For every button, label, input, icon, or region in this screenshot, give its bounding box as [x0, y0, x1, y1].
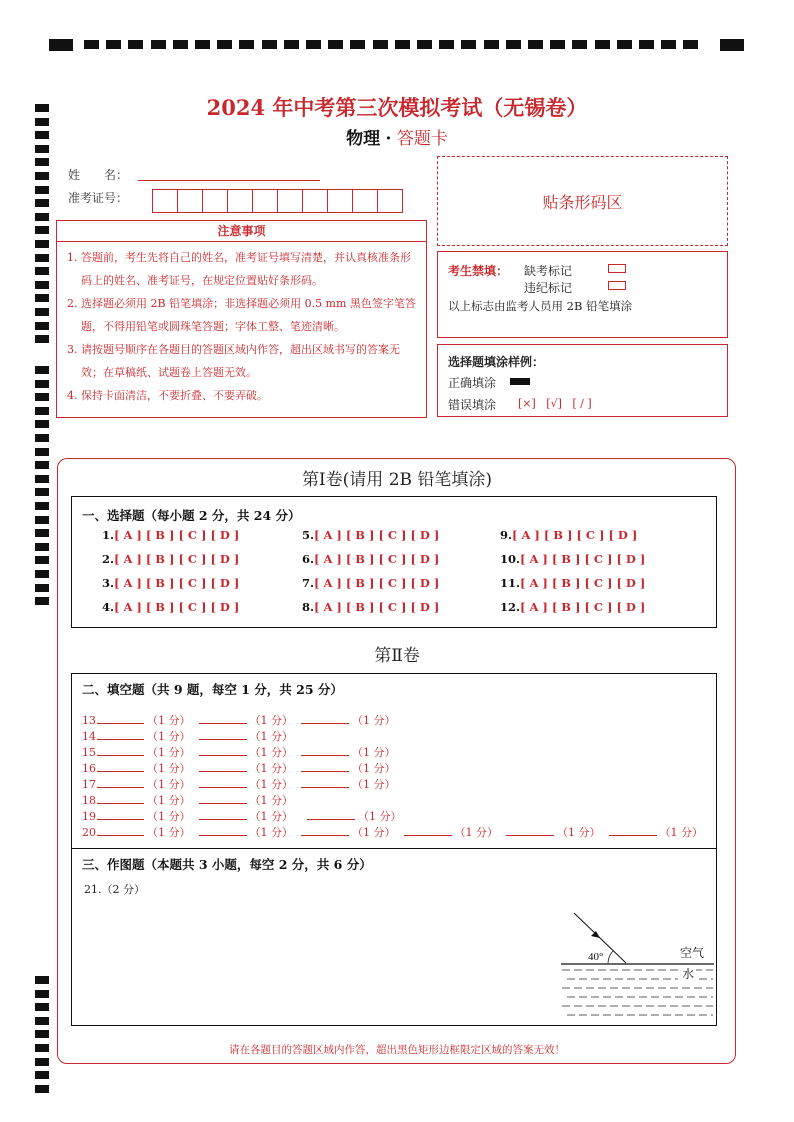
- timing-mark: [35, 254, 49, 262]
- timing-mark: [35, 131, 49, 139]
- fill-section: [71, 673, 717, 849]
- mc-options[interactable]: [ A ] [ B ] [ C ] [ D ]: [512, 528, 638, 542]
- exam-id-digit-box[interactable]: [277, 189, 303, 213]
- barcode-label: 贴条形码区: [542, 192, 623, 212]
- answer-blank[interactable]: [199, 793, 247, 804]
- timing-mark: [550, 40, 565, 49]
- blank-score: （1 分）: [352, 826, 396, 839]
- proctor-box: [437, 251, 728, 338]
- answer-blank[interactable]: [301, 713, 349, 724]
- wrong-fill-label: 错误填涂: [448, 398, 497, 412]
- mc-options[interactable]: [ A ] [ B ] [ C ] [ D ]: [520, 576, 646, 590]
- timing-mark: [35, 158, 49, 166]
- timing-mark: [572, 40, 587, 49]
- mc-question[interactable]: [102, 552, 239, 566]
- blank-score: （1 分）: [249, 826, 293, 839]
- exam-id-digit-box[interactable]: [302, 189, 328, 213]
- timing-mark: [106, 40, 121, 49]
- timing-mark: [35, 556, 49, 564]
- blank-score: （1 分）: [557, 826, 601, 839]
- answer-blank[interactable]: [609, 825, 657, 836]
- draw-section: [71, 848, 717, 1026]
- timing-mark: [661, 40, 676, 49]
- fill-question-number: 16.: [82, 762, 100, 775]
- draw-section-title: 三、作图题（本题共 3 小题，每空 2 分，共 6 分）: [82, 857, 372, 872]
- blank-score: （1 分）: [352, 762, 396, 775]
- timing-mark: [35, 213, 49, 221]
- exam-id-boxes[interactable]: [152, 189, 402, 213]
- timing-mark: [35, 366, 49, 374]
- blank-score: （1 分）: [147, 762, 191, 775]
- exam-id-digit-box[interactable]: [352, 189, 378, 213]
- answer-blank[interactable]: [199, 729, 247, 740]
- fill-row: [82, 728, 703, 744]
- timing-mark: [35, 226, 49, 234]
- timing-mark: [35, 186, 49, 194]
- proctor-title: 考生禁填：: [448, 264, 509, 278]
- mc-question[interactable]: [500, 600, 645, 614]
- mc-options[interactable]: [ A ] [ B ] [ C ] [ D ]: [314, 600, 440, 614]
- page-subtitle: [0, 124, 794, 149]
- notice-title: 注意事项: [56, 220, 427, 242]
- answer-blank[interactable]: [199, 745, 247, 756]
- timing-mark: [35, 434, 49, 442]
- answer-blank[interactable]: [199, 825, 247, 836]
- timing-mark: [262, 40, 277, 49]
- timing-mark: [35, 448, 49, 456]
- answer-blank[interactable]: [98, 809, 144, 820]
- blank-score: （1 分）: [147, 730, 191, 743]
- timing-mark: [35, 1030, 49, 1038]
- absent-label: 缺考标记: [524, 264, 573, 278]
- violation-mark[interactable]: [608, 281, 626, 290]
- answer-blank[interactable]: [98, 745, 144, 756]
- timing-mark: [720, 39, 744, 51]
- mc-question-number: 12.: [500, 600, 521, 614]
- footer-warning: 请在各题目的答题区域内作答，超出黑色矩形边框限定区域的答案无效！: [229, 1044, 565, 1056]
- timing-mark: [35, 420, 49, 428]
- timing-mark: [35, 475, 49, 483]
- subject-label: 物理: [346, 129, 381, 149]
- notice-item-text: 选择题必须用 2B 铅笔填涂；非选择题必须用 0.5 mm 黑色签字笔答题，不得用铅笔或圆珠笔答题；字体工整、笔迹清晰。: [81, 297, 416, 333]
- timing-mark: [306, 40, 321, 49]
- blank-score: （1 分）: [147, 794, 191, 807]
- timing-mark: [35, 172, 49, 180]
- timing-mark: [528, 40, 543, 49]
- answer-blank[interactable]: [301, 761, 349, 772]
- timing-mark: [49, 39, 73, 51]
- exam-id-digit-box[interactable]: [252, 189, 278, 213]
- blank-score: （1 分）: [249, 810, 293, 823]
- fill-row: [82, 712, 703, 728]
- notice-item: [67, 292, 418, 338]
- mc-question-number: 5.: [302, 528, 315, 542]
- mc-question-number: 10.: [500, 552, 521, 566]
- notice-item-number: 1.: [67, 251, 78, 264]
- name-field[interactable]: [138, 180, 320, 181]
- fill-row: [82, 792, 703, 808]
- timing-mark: [35, 335, 49, 343]
- mc-question[interactable]: [302, 576, 439, 590]
- mc-question-number: 2.: [102, 552, 115, 566]
- timing-mark: [35, 407, 49, 415]
- fill-rows: [82, 712, 703, 840]
- answer-blank[interactable]: [506, 825, 554, 836]
- timing-mark: [617, 40, 632, 49]
- notice-item-number: 3.: [67, 343, 78, 356]
- part2-title: 第Ⅱ卷: [374, 646, 420, 666]
- mc-options[interactable]: [ A ] [ B ] [ C ] [ D ]: [114, 552, 240, 566]
- timing-mark: [35, 1003, 49, 1011]
- fill-row: [82, 760, 703, 776]
- answer-blank[interactable]: [199, 777, 247, 788]
- mc-question[interactable]: [302, 552, 439, 566]
- timing-mark: [35, 529, 49, 537]
- timing-mark: [35, 267, 49, 275]
- absent-mark[interactable]: [608, 264, 626, 273]
- blank-score: （1 分）: [352, 714, 396, 727]
- exam-id-digit-box[interactable]: [377, 189, 403, 213]
- timing-mark: [35, 1071, 49, 1079]
- mc-question-number: 11.: [500, 576, 521, 590]
- mc-question-number: 1.: [102, 528, 115, 542]
- timing-mark: [35, 199, 49, 207]
- timing-mark: [328, 40, 343, 49]
- answer-blank[interactable]: [98, 713, 144, 724]
- air-label: 空气: [680, 946, 705, 960]
- timing-mark: [35, 308, 49, 316]
- fill-question-number: 17.: [82, 778, 100, 791]
- answer-blank[interactable]: [98, 825, 144, 836]
- timing-mark: [35, 1058, 49, 1066]
- fill-question-number: 19.: [82, 810, 100, 823]
- wrong-fill-samples: [×] [√] [ / ]: [518, 397, 592, 410]
- timing-mark: [128, 40, 143, 49]
- mc-options[interactable]: [ A ] [ B ] [ C ] [ D ]: [114, 528, 240, 542]
- fill-section-title: 二、填空题（共 9 题，每空 1 分，共 25 分）: [82, 682, 343, 697]
- fill-question-number: 20.: [82, 826, 100, 839]
- blank-score: （1 分）: [249, 794, 293, 807]
- exam-id-digit-box[interactable]: [327, 189, 353, 213]
- timing-mark: [35, 322, 49, 330]
- notice-item-text: 请按题号顺序在各题目的答题区域内作答，超出区域书写的答案无效；在草稿纸、试题卷上答题无效。: [81, 343, 400, 379]
- timing-mark: [35, 516, 49, 524]
- timing-mark: [461, 40, 476, 49]
- answer-blank[interactable]: [199, 761, 247, 772]
- timing-mark: [195, 40, 210, 49]
- notice-item-text: 保持卡面清洁，不要折叠、不要弄破。: [81, 389, 268, 402]
- notice-item: [67, 246, 418, 292]
- notice-item: [67, 384, 418, 407]
- timing-mark: [35, 1085, 49, 1093]
- notice-item-number: 2.: [67, 297, 78, 310]
- timing-mark: [35, 240, 49, 248]
- timing-mark: [35, 1044, 49, 1052]
- fill-row: [82, 808, 703, 824]
- timing-mark: [217, 40, 232, 49]
- timing-mark: [639, 40, 654, 49]
- angle-arc: [608, 951, 613, 963]
- timing-mark: [35, 393, 49, 401]
- mc-question[interactable]: [102, 600, 239, 614]
- blank-score: （1 分）: [659, 826, 703, 839]
- page-title: 2024 年中考第三次模拟考试（无锡卷）: [206, 95, 588, 120]
- blank-score: （1 分）: [147, 746, 191, 759]
- fill-sample-box: [437, 344, 728, 417]
- answer-blank[interactable]: [98, 777, 144, 788]
- mc-options[interactable]: [ A ] [ B ] [ C ] [ D ]: [520, 600, 646, 614]
- blank-score: （1 分）: [352, 778, 396, 791]
- timing-mark: [373, 40, 388, 49]
- mc-question[interactable]: [302, 528, 439, 542]
- timing-mark: [35, 281, 49, 289]
- proctor-note: 以上标志由监考人员用 2B 铅笔填涂: [448, 299, 633, 313]
- blank-score: （1 分）: [454, 826, 498, 839]
- answer-blank[interactable]: [307, 809, 355, 820]
- timing-mark: [35, 584, 49, 592]
- timing-mark: [35, 145, 49, 153]
- timing-mark: [35, 1017, 49, 1025]
- blank-score: （1 分）: [249, 730, 293, 743]
- exam-id-label: 准考证号：: [68, 191, 129, 205]
- fill-question-number: 13.: [82, 714, 100, 727]
- mc-question-number: 7.: [302, 576, 315, 590]
- q21-label: 21.（2 分）: [84, 883, 145, 896]
- mc-options[interactable]: [ A ] [ B ] [ C ] [ D ]: [314, 552, 440, 566]
- part1-title: 第Ⅰ卷(请用 2B 铅笔填涂): [301, 470, 493, 490]
- mc-question-number: 8.: [302, 600, 315, 614]
- timing-mark: [506, 40, 521, 49]
- timing-mark: [84, 40, 99, 49]
- mc-options[interactable]: [ A ] [ B ] [ C ] [ D ]: [314, 576, 440, 590]
- blank-score: （1 分）: [147, 810, 191, 823]
- blank-score: （1 分）: [249, 762, 293, 775]
- notice-item-number: 4.: [67, 389, 78, 402]
- name-label: 姓 名：: [68, 168, 129, 182]
- answer-blank[interactable]: [404, 825, 452, 836]
- timing-mark: [35, 104, 49, 112]
- fill-row: [82, 744, 703, 760]
- mc-question[interactable]: [500, 552, 645, 566]
- correct-fill-label: 正确填涂: [448, 376, 497, 390]
- timing-mark: [484, 40, 499, 49]
- mc-options[interactable]: [ A ] [ B ] [ C ] [ D ]: [314, 528, 440, 542]
- timing-mark: [35, 502, 49, 510]
- timing-mark: [35, 990, 49, 998]
- mc-question[interactable]: [500, 528, 637, 542]
- exam-id-digit-box[interactable]: [152, 189, 178, 213]
- blank-score: （1 分）: [147, 778, 191, 791]
- fill-row: [82, 776, 703, 792]
- timing-mark: [595, 40, 610, 49]
- timing-mark: [35, 488, 49, 496]
- blank-score: （1 分）: [249, 714, 293, 727]
- timing-mark: [284, 40, 299, 49]
- notice-item-text: 答题前，考生先将自己的姓名，准考证号填写清楚，并认真核准条形码上的姓名、准考证号，在规定位置贴好条形码。: [81, 251, 411, 287]
- timing-mark: [35, 294, 49, 302]
- answer-blank[interactable]: [98, 761, 144, 772]
- blank-score: （1 分）: [147, 826, 191, 839]
- blank-score: （1 分）: [358, 810, 402, 823]
- mc-options[interactable]: [ A ] [ B ] [ C ] [ D ]: [114, 576, 240, 590]
- timing-mark: [35, 543, 49, 551]
- mc-question-number: 3.: [102, 576, 115, 590]
- fill-question-number: 15.: [82, 746, 100, 759]
- exam-id-digit-box[interactable]: [227, 189, 253, 213]
- timing-mark: [35, 976, 49, 984]
- mc-section-title: 一、选择题（每小题 2 分，共 24 分）: [82, 508, 301, 523]
- timing-mark: [151, 40, 166, 49]
- answer-blank[interactable]: [98, 729, 144, 740]
- mc-question-number: 6.: [302, 552, 315, 566]
- timing-mark: [417, 40, 432, 49]
- barcode-area: [437, 156, 728, 246]
- notice-item: [67, 338, 418, 384]
- fill-sample-title: 选择题填涂样例：: [448, 355, 545, 369]
- timing-mark: [35, 570, 49, 578]
- timing-mark: [35, 118, 49, 126]
- timing-mark: [173, 40, 188, 49]
- mc-section: [71, 496, 717, 628]
- mc-question[interactable]: [500, 576, 645, 590]
- answer-blank[interactable]: [199, 809, 247, 820]
- fill-question-number: 14.: [82, 730, 100, 743]
- mc-question[interactable]: [302, 600, 439, 614]
- mc-options[interactable]: [ A ] [ B ] [ C ] [ D ]: [114, 600, 240, 614]
- correct-fill-sample: [510, 378, 530, 385]
- fill-question-number: 18.: [82, 794, 100, 807]
- fill-row: [82, 824, 703, 840]
- exam-id-digit-box[interactable]: [177, 189, 203, 213]
- answer-blank[interactable]: [301, 825, 349, 836]
- timing-mark: [35, 380, 49, 388]
- water-label: 水: [682, 967, 695, 981]
- mc-question[interactable]: [102, 576, 239, 590]
- blank-score: （1 分）: [249, 746, 293, 759]
- ray-arrow: [591, 931, 600, 938]
- timing-mark: [683, 40, 698, 49]
- separator-dot: ·: [385, 129, 392, 149]
- angle-label: 40°: [588, 951, 604, 963]
- card-label: 答题卡: [396, 129, 448, 149]
- refraction-diagram: [556, 907, 716, 1017]
- answer-blank[interactable]: [301, 745, 349, 756]
- answer-blank[interactable]: [199, 713, 247, 724]
- timing-mark: [350, 40, 365, 49]
- timing-mark: [439, 40, 454, 49]
- timing-mark: [35, 461, 49, 469]
- timing-mark: [35, 597, 49, 605]
- mc-question[interactable]: [102, 528, 239, 542]
- blank-score: （1 分）: [147, 714, 191, 727]
- notice-list: [56, 241, 427, 418]
- exam-id-digit-box[interactable]: [202, 189, 228, 213]
- answer-blank[interactable]: [98, 793, 144, 804]
- mc-question-number: 9.: [500, 528, 513, 542]
- violation-label: 违纪标记: [524, 281, 573, 295]
- mc-question-number: 4.: [102, 600, 115, 614]
- mc-options[interactable]: [ A ] [ B ] [ C ] [ D ]: [520, 552, 646, 566]
- blank-score: （1 分）: [352, 746, 396, 759]
- blank-score: （1 分）: [249, 778, 293, 791]
- timing-mark: [239, 40, 254, 49]
- timing-mark: [395, 40, 410, 49]
- answer-blank[interactable]: [301, 777, 349, 788]
